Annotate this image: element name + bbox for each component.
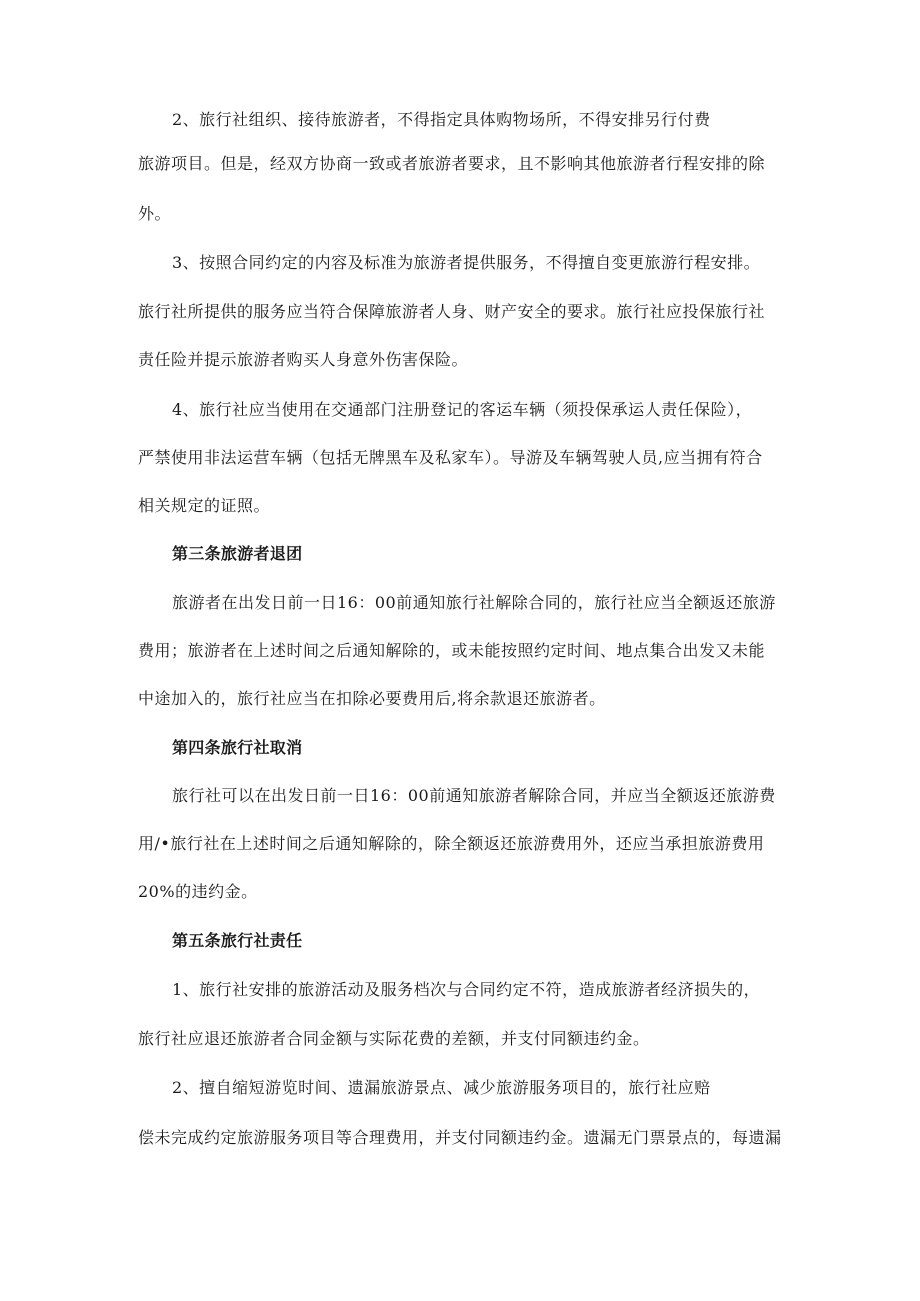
- paragraph-line: 严禁使用非法运营车辆（包括无牌黑车及私家车）。导游及车辆驾驶人员,应当拥有符合: [138, 448, 763, 467]
- paragraph-line: 4、旅行社应当使用在交通部门注册登记的客运车辆（须投保承运人责任保险），: [172, 400, 753, 419]
- paragraph-line: 中途加入的，旅行社应当在扣除必要费用后,将余款退还旅游者。: [138, 689, 606, 708]
- paragraph-line: 3、按照合同约定的内容及标准为旅游者提供服务，不得擅自变更旅游行程安排。: [172, 253, 761, 272]
- paragraph-line: 旅行社应退还旅游者合同金额与实际花费的差额，并支付同额违约金。: [138, 1029, 650, 1048]
- paragraph-line: 旅游项目。但是，经双方协商一致或者旅游者要求，且不影响其他旅游者行程安排的除: [138, 154, 766, 173]
- section-heading: 第五条旅行社责任: [172, 931, 303, 950]
- paragraph-line: 2、擅自缩短游览时间、遗漏旅游景点、减少旅游服务项目的，旅行社应赔: [172, 1078, 711, 1097]
- paragraph-line: 旅行社所提供的服务应当符合保障旅游者人身、财产安全的要求。旅行社应投保旅行社: [138, 302, 766, 321]
- paragraph-line: 用/•旅行社在上述时间之后通知解除的，除全额返还旅游费用外，还应当承担旅游费用: [138, 834, 765, 853]
- paragraph-line: 责任险并提示旅游者购买人身意外伤害保险。: [138, 350, 469, 369]
- paragraph-line: 旅行社可以在出发日前一日16：00前通知旅游者解除合同，并应当全额返还旅游费: [172, 786, 776, 805]
- section-heading: 第三条旅游者退团: [172, 544, 303, 563]
- paragraph-line: 旅游者在出发日前一日16：00前通知旅行社解除合同的，旅行社应当全额返还旅游: [172, 593, 776, 612]
- paragraph-line: 20%的违约金。: [138, 882, 258, 901]
- paragraph-line: 相关规定的证照。: [138, 496, 271, 515]
- paragraph-line: 偿未完成约定旅游服务项目等合理费用，并支付同额违约金。遗漏无门票景点的，每遗漏: [138, 1128, 782, 1147]
- section-heading: 第四条旅行社取消: [172, 738, 303, 757]
- paragraph-line: 费用；旅游者在上述时间之后通知解除的，或未能按照约定时间、地点集合出发又未能: [138, 641, 766, 660]
- paragraph-line: 1、旅行社安排的旅游活动及服务档次与合同约定不符，造成旅游者经济损失的，: [172, 980, 761, 999]
- paragraph-line: 2、旅行社组织、接待旅游者，不得指定具体购物场所，不得安排另行付费: [172, 110, 711, 129]
- paragraph-line: 外。: [138, 204, 172, 223]
